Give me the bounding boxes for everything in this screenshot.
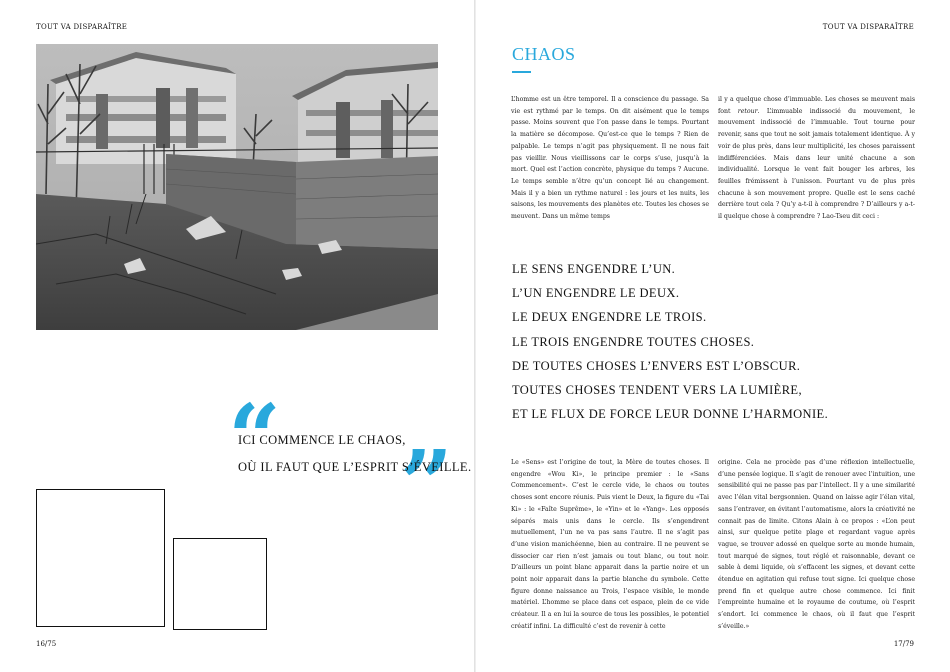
paragraph — [718, 94, 915, 223]
poem-line: DE TOUTES CHOSES L’ENVERS EST L’OBSCUR. — [512, 358, 801, 373]
opening-quote-mark: “ — [228, 384, 281, 492]
right-running-head: TOUT VA DISPARAÎTRE — [822, 23, 914, 31]
section-title: CHAOS — [512, 44, 576, 64]
body-column-2-top — [718, 94, 915, 223]
title-underline — [512, 71, 531, 73]
poem-line: ET LE FLUX DE FORCE LEUR DONNE L’HARMONIE. — [512, 407, 829, 422]
photograph-buildings-behind-wall — [36, 44, 438, 330]
body-column-2-bottom — [718, 457, 915, 633]
right-page-number: 17/79 — [893, 640, 914, 648]
left-running-head: TOUT VA DISPARAÎTRE — [36, 23, 128, 31]
paragraph: L’homme est un être temporel. Il a conscience du passage. Sa vie est rythmé par le temps. On dit aisément que le temps passe. Moins souvent que l’on passe dans le temps. Pourtant la matière se décompose. Qu’est-ce que le temps ? Rien de palpable. Le temps n’agit pas physiquement. Il ne nous fait pas vieillir. Nous vieillissons car le corps s’use, jusqu’à la mort. Quel est l’action concrète, physique du temps ? Aucune. Le temps semble n’être qu’un concept lié au changement. Mais il y a bien un rythme naturel : les jours et les nuits, les saisons, les mouvements des planètes etc. Toutes les choses se meuvent. Dans un même temps — [511, 96, 709, 221]
body-column-1-bottom — [511, 457, 709, 633]
paragraph-text: . L’immuable indissocié du mouvement, le mouvement indissocié de l’immuable. Tout tourne pour revenir, sans que tout ne soit jamais totalement identique. À y voir de plus près, dans leur multiplicité, les choses paraissent indifférenciées. Mais dans leur unité chacune a son individualité. Lorsque le vent fait bouger les arbres, les feuilles frémissent à l’unisson. Pourtant vu de plus près chacune à son mouvement propre. Quelle est le sens caché derrière tout cela ? Qu’y a-t-il à comprendre ? D’ailleurs y a-t-il quelque chose à comprendre ? Lao-Tseu dit ceci : — [718, 107, 915, 221]
paragraph-emphasis: retour — [737, 107, 758, 115]
pull-quote-line: ICI COMMENCE LE CHAOS, — [238, 433, 406, 447]
lao-tseu-quote — [512, 257, 828, 426]
body-column-1-top — [511, 94, 709, 223]
pull-quote — [238, 427, 472, 481]
photo-icon — [36, 44, 438, 330]
closing-quote-mark: ” — [400, 430, 453, 538]
pull-quote-line: OÙ IL FAUT QUE L’ESPRIT S’ÉVEILLE. — [238, 460, 472, 474]
poem-line: L’UN ENGENDRE LE DEUX. — [512, 286, 680, 301]
poem-line: LE SENS ENGENDRE L’UN. — [512, 262, 676, 276]
poem-line: LE DEUX ENGENDRE LE TROIS. — [512, 310, 707, 325]
empty-frame-small — [173, 538, 267, 630]
left-page-number: 16/75 — [36, 640, 57, 648]
paragraph: Le «Sens» est l’origine de tout, la Mère de toutes choses. Il engendre «Wou Ki», le principe premier : le «Sans Commencement». C’est le cercle vide, le chaos ou toutes choses sont encore réunis. Puis vient le Deux, la figure du «Tai Ki» : le «Faîte Suprême», le «Yin» et le «Yang». Les opposés séparés mais unis dans le cercle. Ils s’engendrent mutuellement, l’un ne va pas sans l’autre. Il ne s’agit pas d’une vision manichéenne, bien au contraire. Il ne peuvent se dissocier car rien n’est jamais ou tout blanc, ou tout noir. D’ailleurs un point blanc apparait dans la partie noire et un point noir apparait dans la partie blanche du symbole. Cette figure donne naissance au Trois, l’espace visible, le monde matériel. L’homme se place dans cet espace, plein de ce vide créateur. Il a en lui la source de tous les possibles, le potentiel créatif infini. La difficulté c’est de revenir à cette — [511, 459, 709, 630]
poem-line: TOUTES CHOSES TENDENT VERS LA LUMIÈRE, — [512, 382, 802, 397]
poem-line: LE TROIS ENGENDRE TOUTES CHOSES. — [512, 334, 755, 349]
empty-frame-large — [36, 489, 165, 627]
paragraph-text: il y a quelque chose d’immuable. Les choses se meuvent mais font — [718, 96, 915, 115]
paragraph: origine. Cela ne procède pas d’une réflexion intellectuelle, d’une pensée logique. Il s’agit de renouer avec l’intuition, une sensibilité qui ne passe pas par l’intellect. Il y a une similarité avec l’élan vital bergsonnien. Quand on laisse agir l’élan vital, sans l’entraver, en évitant l’automatisme, alors la créativité ne connait pas de limite. Citons Alain à ce propos : «L’on peut ainsi, sur quelque petite plage et regardant vague après vague, se trouver adossé en quelque sorte au monde humain, tout marqué de signes, tout réglé et raisonnable, devant ce sable à demi liquide, où s’effacent les signes, et devant cette étendue en agitation qui refuse tout signe. Ici quelque chose prend fin et quelque autre chose commence. Ici finit l’empreinte humaine et le royaume de coutume, où l’esprit s’endort. Ici commence le chaos, où il faut que l’esprit s’éveille.» — [718, 459, 915, 630]
page-gutter — [474, 0, 476, 672]
